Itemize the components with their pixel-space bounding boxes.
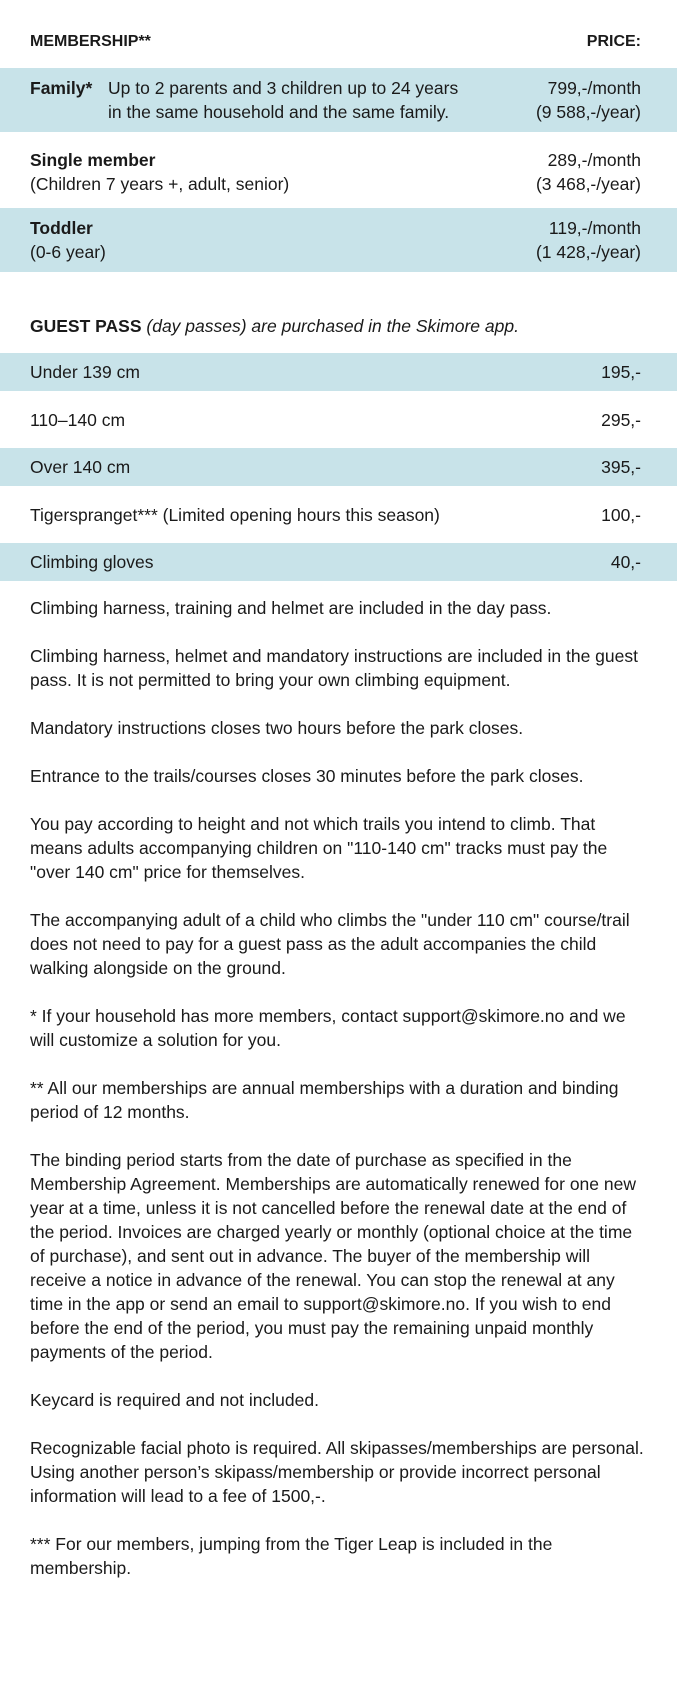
guest-row-price: 295,- xyxy=(601,410,641,430)
guest-row-price: 40,- xyxy=(610,552,641,572)
guest-row-label: Tigerspranget*** (Limited opening hours this season) xyxy=(30,505,440,525)
note-paragraph: Climbing harness, helmet and mandatory instructions are included in the guest pass. It is not permitted to bring your own climbing equipment. xyxy=(30,646,638,690)
family-yearly-price: (9 588,-/year) xyxy=(535,102,641,122)
family-desc-line1: Up to 2 parents and 3 children up to 24 years xyxy=(108,78,459,98)
membership-row-family xyxy=(0,68,677,132)
guest-row xyxy=(0,543,677,581)
toddler-yearly-price: (1 428,-/year) xyxy=(535,242,641,262)
note-paragraph: Recognizable facial photo is required. All skipasses/memberships are personal. Using another person’s skipass/membership or provide incorrect personal information will lead to a fee of 1500,-. xyxy=(30,1438,644,1506)
note-paragraph: *** For our members, jumping from the Tiger Leap is included in the membership. xyxy=(30,1534,553,1578)
single-name: Single member xyxy=(30,150,156,170)
guest-row-price: 395,- xyxy=(601,457,641,477)
guest-pass-subtitle: (day passes) are purchased in the Skimore app. xyxy=(146,316,519,336)
guest-pass-title: GUEST PASS xyxy=(30,316,142,336)
note-paragraph: ** All our memberships are annual memberships with a duration and binding period of 12 months. xyxy=(30,1078,619,1122)
guest-row-label: Climbing gloves xyxy=(30,552,154,572)
note-paragraph: Entrance to the trails/courses closes 30 minutes before the park closes. xyxy=(30,766,584,786)
price-heading: PRICE: xyxy=(586,33,641,50)
single-yearly-price: (3 468,-/year) xyxy=(535,174,641,194)
table-header xyxy=(30,30,641,54)
toddler-name: Toddler xyxy=(30,218,93,238)
guest-row-label: 110–140 cm xyxy=(30,410,126,430)
family-desc-line2: in the same household and the same family. xyxy=(108,102,450,122)
guest-row-price: 195,- xyxy=(601,362,641,382)
note-paragraph: The binding period starts from the date of purchase as specified in the Membership Agreement. Memberships are automatically renewed for one new year at a time, unless it is not cancelled before the renewal date at the end of the period. Invoices are charged yearly or monthly (optional choice at the time of purchase), and sent out in advance. The buyer of the membership will receive a notice in advance of the renewal. You can stop the renewal at any time in the app or send an email to support@skimore.no. If you wish to end before the end of the period, you must pay the remaining unpaid monthly payments of the period. xyxy=(30,1150,636,1362)
toddler-monthly-price: 119,-/month xyxy=(548,218,641,238)
guest-row-price: 100,- xyxy=(601,505,641,525)
guest-row-label: Over 140 cm xyxy=(30,457,131,477)
membership-row-single xyxy=(0,140,677,204)
toddler-desc: (0-6 year) xyxy=(30,242,106,262)
family-name: Family* xyxy=(30,78,93,98)
membership-heading: MEMBERSHIP** xyxy=(30,33,151,50)
guest-row xyxy=(0,401,677,439)
guest-pass-heading xyxy=(30,314,519,338)
guest-row-label: Under 139 cm xyxy=(30,362,140,382)
note-paragraph: Keycard is required and not included. xyxy=(30,1390,319,1410)
notes-section xyxy=(30,596,650,1604)
note-paragraph: The accompanying adult of a child who climbs the "under 110 cm" course/trail does not need to pay for a guest pass as the adult accompanies the child walking alongside on the ground. xyxy=(30,910,630,978)
note-paragraph: Mandatory instructions closes two hours before the park closes. xyxy=(30,718,524,738)
note-paragraph: You pay according to height and not which trails you intend to climb. That means adults accompanying children on "110-140 cm" tracks must pay the "over 140 cm" price for themselves. xyxy=(30,814,608,882)
membership-row-toddler xyxy=(0,208,677,272)
note-paragraph: * If your household has more members, contact support@skimore.no and we will customize a solution for you. xyxy=(30,1006,626,1050)
note-paragraph: Climbing harness, training and helmet are included in the day pass. xyxy=(30,598,552,618)
single-monthly-price: 289,-/month xyxy=(547,150,641,170)
family-monthly-price: 799,-/month xyxy=(547,78,641,98)
single-desc: (Children 7 years +, adult, senior) xyxy=(30,174,290,194)
guest-row xyxy=(0,496,677,534)
guest-row xyxy=(0,353,677,391)
guest-row xyxy=(0,448,677,486)
